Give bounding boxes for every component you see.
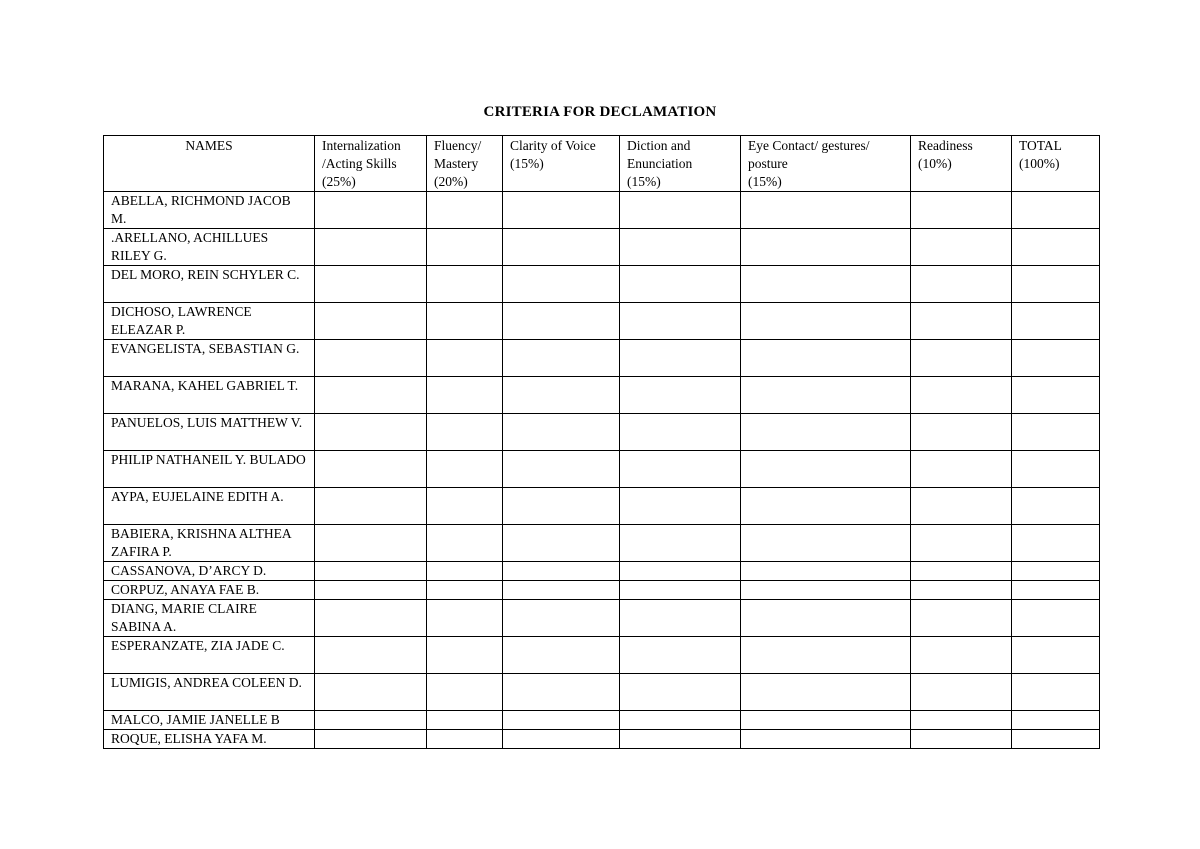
header-line: Fluency/: [434, 138, 482, 153]
score-cell-fluency[interactable]: [427, 229, 503, 266]
score-cell-fluency[interactable]: [427, 711, 503, 730]
header-line: (20%): [434, 174, 468, 189]
score-cell-readiness[interactable]: [911, 674, 1012, 711]
score-cell-clarity[interactable]: [503, 192, 620, 229]
score-cell-fluency[interactable]: [427, 340, 503, 377]
student-name-cell: .ARELLANO, ACHILLUES RILEY G.: [104, 229, 315, 266]
score-cell-total[interactable]: [1012, 581, 1100, 600]
table-row: [104, 414, 1100, 451]
score-cell-fluency[interactable]: [427, 562, 503, 581]
score-cell-diction[interactable]: [620, 637, 741, 674]
student-name-cell: ESPERANZATE, ZIA JADE C.: [104, 637, 315, 674]
score-cell-internalization[interactable]: [315, 229, 427, 266]
score-cell-readiness[interactable]: [911, 340, 1012, 377]
score-cell-fluency[interactable]: [427, 525, 503, 562]
student-name-cell: DICHOSO, LAWRENCE ELEAZAR P.: [104, 303, 315, 340]
score-cell-total[interactable]: [1012, 377, 1100, 414]
score-cell-clarity[interactable]: [503, 229, 620, 266]
header-line: (15%): [627, 174, 661, 189]
score-cell-readiness[interactable]: [911, 525, 1012, 562]
score-cell-internalization[interactable]: [315, 711, 427, 730]
column-header-readiness: [911, 136, 1012, 192]
score-cell-internalization[interactable]: [315, 637, 427, 674]
score-cell-internalization[interactable]: [315, 674, 427, 711]
score-cell-diction[interactable]: [620, 711, 741, 730]
score-cell-total[interactable]: [1012, 340, 1100, 377]
score-cell-eye-contact[interactable]: [741, 730, 911, 749]
score-cell-eye-contact[interactable]: [741, 581, 911, 600]
score-cell-clarity[interactable]: [503, 637, 620, 674]
score-cell-total[interactable]: [1012, 414, 1100, 451]
score-cell-internalization[interactable]: [315, 414, 427, 451]
column-header-total: [1012, 136, 1100, 192]
score-cell-readiness[interactable]: [911, 266, 1012, 303]
document-title: CRITERIA FOR DECLAMATION: [483, 104, 717, 120]
score-cell-fluency[interactable]: [427, 730, 503, 749]
score-cell-readiness[interactable]: [911, 414, 1012, 451]
score-cell-total[interactable]: [1012, 637, 1100, 674]
student-name-cell: ABELLA, RICHMOND JACOB M.: [104, 192, 315, 229]
score-cell-eye-contact[interactable]: [741, 674, 911, 711]
score-cell-internalization[interactable]: [315, 377, 427, 414]
student-name-cell: AYPA, EUJELAINE EDITH A.: [104, 488, 315, 525]
student-name-cell: EVANGELISTA, SEBASTIAN G.: [104, 340, 315, 377]
score-cell-diction[interactable]: [620, 674, 741, 711]
score-cell-readiness[interactable]: [911, 488, 1012, 525]
table-row: [104, 637, 1100, 674]
table-row: [104, 711, 1100, 730]
score-cell-clarity[interactable]: [503, 266, 620, 303]
table-row: [104, 340, 1100, 377]
score-cell-diction[interactable]: [620, 600, 741, 637]
score-cell-eye-contact[interactable]: [741, 488, 911, 525]
score-cell-eye-contact[interactable]: [741, 637, 911, 674]
score-cell-total[interactable]: [1012, 303, 1100, 340]
score-cell-eye-contact[interactable]: [741, 377, 911, 414]
header-line: Diction and: [627, 138, 691, 153]
table-row: [104, 192, 1100, 229]
score-cell-total[interactable]: [1012, 488, 1100, 525]
score-cell-clarity[interactable]: [503, 488, 620, 525]
score-cell-fluency[interactable]: [427, 674, 503, 711]
score-cell-diction[interactable]: [620, 340, 741, 377]
header-line: posture: [748, 156, 788, 171]
score-cell-eye-contact[interactable]: [741, 711, 911, 730]
score-cell-eye-contact[interactable]: [741, 562, 911, 581]
header-line: TOTAL: [1019, 138, 1062, 153]
score-cell-diction[interactable]: [620, 229, 741, 266]
score-cell-eye-contact[interactable]: [741, 303, 911, 340]
score-cell-total[interactable]: [1012, 600, 1100, 637]
column-header-names: [104, 136, 315, 192]
score-cell-clarity[interactable]: [503, 600, 620, 637]
student-name-cell: PHILIP NATHANEIL Y. BULADO: [104, 451, 315, 488]
score-cell-fluency[interactable]: [427, 377, 503, 414]
score-cell-total[interactable]: [1012, 711, 1100, 730]
table-row: [104, 581, 1100, 600]
header-line: Internalization: [322, 138, 401, 153]
score-cell-clarity[interactable]: [503, 451, 620, 488]
score-cell-readiness[interactable]: [911, 229, 1012, 266]
score-cell-fluency[interactable]: [427, 414, 503, 451]
score-cell-readiness[interactable]: [911, 192, 1012, 229]
table-row: [104, 674, 1100, 711]
student-name-cell: BABIERA, KRISHNA ALTHEA ZAFIRA P.: [104, 525, 315, 562]
header-line: Eye Contact/ gestures/: [748, 138, 870, 153]
column-header-internalization: [315, 136, 427, 192]
score-cell-eye-contact[interactable]: [741, 525, 911, 562]
header-line: (10%): [918, 156, 952, 171]
student-name-cell: DEL MORO, REIN SCHYLER C.: [104, 266, 315, 303]
score-cell-diction[interactable]: [620, 377, 741, 414]
score-cell-readiness[interactable]: [911, 600, 1012, 637]
score-cell-total[interactable]: [1012, 266, 1100, 303]
header-line: (25%): [322, 174, 356, 189]
table-row: [104, 525, 1100, 562]
score-cell-total[interactable]: [1012, 730, 1100, 749]
table-row: [104, 266, 1100, 303]
score-cell-readiness[interactable]: [911, 451, 1012, 488]
score-cell-diction[interactable]: [620, 488, 741, 525]
table-row: [104, 488, 1100, 525]
score-cell-internalization[interactable]: [315, 488, 427, 525]
score-cell-internalization[interactable]: [315, 192, 427, 229]
score-cell-readiness[interactable]: [911, 637, 1012, 674]
score-cell-eye-contact[interactable]: [741, 451, 911, 488]
score-cell-diction[interactable]: [620, 581, 741, 600]
score-cell-diction[interactable]: [620, 525, 741, 562]
column-header-fluency: [427, 136, 503, 192]
score-cell-total[interactable]: [1012, 229, 1100, 266]
student-name-cell: LUMIGIS, ANDREA COLEEN D.: [104, 674, 315, 711]
score-cell-clarity[interactable]: [503, 711, 620, 730]
score-cell-internalization[interactable]: [315, 451, 427, 488]
score-cell-diction[interactable]: [620, 562, 741, 581]
score-cell-fluency[interactable]: [427, 600, 503, 637]
score-cell-total[interactable]: [1012, 674, 1100, 711]
table-row: [104, 303, 1100, 340]
score-cell-clarity[interactable]: [503, 414, 620, 451]
score-cell-total[interactable]: [1012, 562, 1100, 581]
score-cell-fluency[interactable]: [427, 637, 503, 674]
score-cell-fluency[interactable]: [427, 192, 503, 229]
score-cell-diction[interactable]: [620, 303, 741, 340]
score-cell-internalization[interactable]: [315, 730, 427, 749]
score-cell-eye-contact[interactable]: [741, 229, 911, 266]
header-line: Mastery: [434, 156, 479, 171]
student-name-cell: MALCO, JAMIE JANELLE B: [104, 711, 315, 730]
score-cell-total[interactable]: [1012, 525, 1100, 562]
table-row: [104, 451, 1100, 488]
score-cell-readiness[interactable]: [911, 303, 1012, 340]
score-cell-readiness[interactable]: [911, 562, 1012, 581]
header-line: /Acting Skills: [322, 156, 397, 171]
score-cell-clarity[interactable]: [503, 674, 620, 711]
score-cell-internalization[interactable]: [315, 525, 427, 562]
header-line: NAMES: [185, 138, 233, 153]
score-cell-fluency[interactable]: [427, 488, 503, 525]
table-row: [104, 377, 1100, 414]
score-cell-internalization[interactable]: [315, 562, 427, 581]
score-cell-internalization[interactable]: [315, 581, 427, 600]
header-line: Readiness: [918, 138, 973, 153]
score-cell-diction[interactable]: [620, 451, 741, 488]
score-cell-fluency[interactable]: [427, 266, 503, 303]
header-line: (15%): [748, 174, 782, 189]
score-cell-total[interactable]: [1012, 451, 1100, 488]
student-name-cell: ROQUE, ELISHA YAFA M.: [104, 730, 315, 749]
header-row: [104, 136, 1100, 192]
score-cell-readiness[interactable]: [911, 581, 1012, 600]
column-header-diction: [620, 136, 741, 192]
score-cell-readiness[interactable]: [911, 377, 1012, 414]
score-cell-clarity[interactable]: [503, 340, 620, 377]
student-name-cell: DIANG, MARIE CLAIRE SABINA A.: [104, 600, 315, 637]
score-cell-eye-contact[interactable]: [741, 192, 911, 229]
table-row: [104, 600, 1100, 637]
student-name-cell: MARANA, KAHEL GABRIEL T.: [104, 377, 315, 414]
score-cell-readiness[interactable]: [911, 730, 1012, 749]
score-cell-fluency[interactable]: [427, 303, 503, 340]
header-line: Enunciation: [627, 156, 693, 171]
student-name-cell: PANUELOS, LUIS MATTHEW V.: [104, 414, 315, 451]
column-header-clarity: [503, 136, 620, 192]
score-cell-clarity[interactable]: [503, 581, 620, 600]
score-cell-readiness[interactable]: [911, 711, 1012, 730]
header-line: (15%): [510, 156, 544, 171]
score-cell-diction[interactable]: [620, 266, 741, 303]
score-cell-clarity[interactable]: [503, 303, 620, 340]
score-cell-clarity[interactable]: [503, 377, 620, 414]
table-row: [104, 562, 1100, 581]
student-rows: [104, 192, 1100, 749]
score-cell-internalization[interactable]: [315, 303, 427, 340]
score-cell-eye-contact[interactable]: [741, 600, 911, 637]
score-cell-fluency[interactable]: [427, 581, 503, 600]
student-name-cell: CASSANOVA, D’ARCY D.: [104, 562, 315, 581]
score-cell-eye-contact[interactable]: [741, 340, 911, 377]
score-cell-diction[interactable]: [620, 414, 741, 451]
score-cell-internalization[interactable]: [315, 600, 427, 637]
column-header-eye-contact: [741, 136, 911, 192]
score-cell-diction[interactable]: [620, 192, 741, 229]
student-name-cell: CORPUZ, ANAYA FAE B.: [104, 581, 315, 600]
header-line: Clarity of Voice: [510, 138, 596, 153]
score-cell-eye-contact[interactable]: [741, 414, 911, 451]
table-row: [104, 229, 1100, 266]
score-cell-clarity[interactable]: [503, 730, 620, 749]
table-row: [104, 730, 1100, 749]
score-cell-eye-contact[interactable]: [741, 266, 911, 303]
score-cell-total[interactable]: [1012, 192, 1100, 229]
header-line: (100%): [1019, 156, 1060, 171]
score-cell-diction[interactable]: [620, 730, 741, 749]
score-cell-clarity[interactable]: [503, 525, 620, 562]
score-cell-fluency[interactable]: [427, 451, 503, 488]
score-cell-clarity[interactable]: [503, 562, 620, 581]
score-cell-internalization[interactable]: [315, 266, 427, 303]
criteria-table: [103, 135, 1100, 749]
score-cell-internalization[interactable]: [315, 340, 427, 377]
